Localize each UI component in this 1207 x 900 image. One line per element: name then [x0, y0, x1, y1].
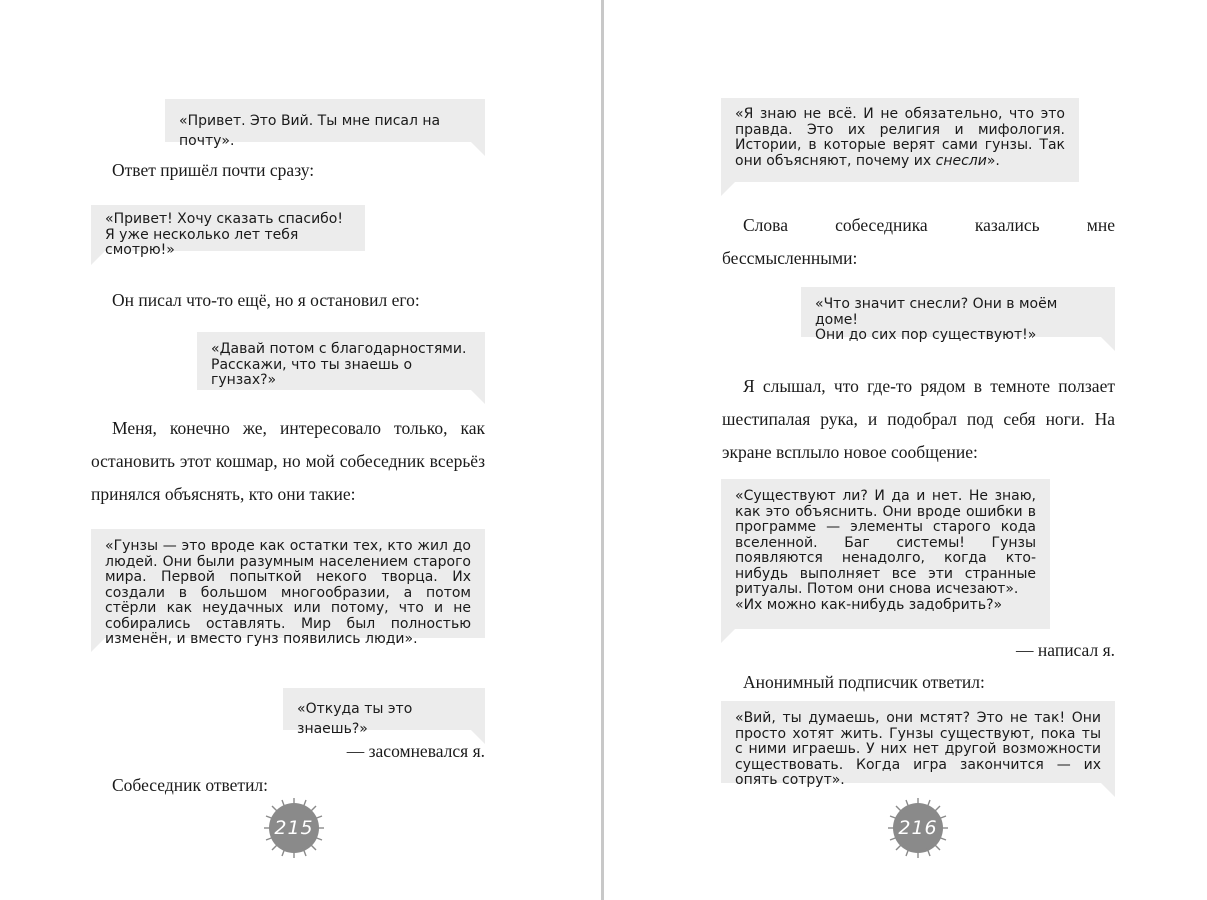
chat-message: «Откуда ты это знаешь?»: [297, 701, 413, 737]
chat-message-line: Они до сих пор существуют!»: [815, 327, 1037, 343]
paragraph: Меня, конечно же, интересовало только, как остановить этот кошмар, но мой собеседник всерьёз принялся объяснять, кто они такие:: [91, 418, 485, 504]
chat-bubble: [91, 205, 365, 258]
chat-bubble: [283, 688, 485, 737]
chat-bubble: [91, 529, 485, 647]
chat-bubble: [721, 701, 1115, 788]
paragraph: Анонимный подписчик ответил:: [743, 672, 985, 692]
page-number-badge: [886, 796, 950, 860]
chat-bubble: [197, 332, 485, 390]
page-number: 216: [898, 817, 938, 839]
chat-message: «Существуют ли? И да и нет. Не знаю, как это объяснить. Они вроде ошибки в программе — элементы старого кода вселенной. Баг системы! Гунзы появляются ненадолго, когда кто-нибудь выполняет все эти странные ритуалы. Потом они снова исчезают».: [735, 488, 1036, 597]
page-number: 215: [274, 817, 314, 839]
chat-message: «Вий, ты думаешь, они мстят? Это не так! Они просто хотят жить. Гунзы существуют, пока ты с ними играешь. У них нет другой возможности существовать. Когда игра закончится — их опять сотрут».: [735, 710, 1101, 788]
chat-message-line: «Привет! Хочу сказать спасибо!: [105, 211, 343, 227]
chat-message: «Гунзы — это вроде как остатки тех, кто жил до людей. Они были разумным населением старого мира. Первой попыткой некого творца. Их создали в большом многообразии, а потом стёрли как неудачных или потому, что и не собирались оставлять. Мир был полностью изменён, и вместо гунз появились люди».: [105, 538, 471, 647]
chat-message: «Я знаю не всё. И не обязательно, что это правда. Это их религия и мифология. Истории, в которые верят сами гунзы. Так они объясняют, почему их снесли».: [735, 106, 1065, 169]
attribution: — написал я.: [1016, 640, 1115, 660]
emphasis: снесли: [935, 152, 987, 169]
book-gutter: [601, 0, 604, 900]
chat-message: «Их можно как-нибудь задобрить?»: [735, 596, 1003, 613]
paragraph: Я слышал, что где-то рядом в темноте ползает шестипалая рука, и подобрал под себя ноги. На экране всплыло новое сообщение:: [722, 376, 1115, 462]
chat-message: «Привет. Это Вий. Ты мне писал на почту».: [179, 113, 441, 149]
attribution: — засомневался я.: [346, 741, 485, 761]
right-page: [607, 0, 1207, 900]
paragraph: Ответ пришёл почти сразу:: [112, 160, 315, 180]
chat-bubble: [165, 99, 485, 149]
chat-bubble: [721, 98, 1079, 182]
page-number-badge: [262, 796, 326, 860]
chat-bubble: [721, 479, 1050, 629]
chat-message-line: «Что значит снесли? Они в моём доме!: [815, 296, 1058, 328]
paragraph: Слова собеседника казались мне бессмысленными:: [722, 215, 1115, 268]
chat-message-line: Расскажи, что ты знаешь о гунзах?»: [211, 356, 413, 388]
paragraph: Собеседник ответил:: [112, 775, 269, 795]
paragraph: Он писал что-то ещё, но я остановил его:: [112, 290, 420, 310]
left-page: [0, 0, 600, 900]
chat-message-line: «Давай потом с благодарностями.: [211, 341, 467, 357]
chat-message-line: Я уже несколько лет тебя смотрю!»: [105, 226, 299, 258]
chat-bubble: [801, 287, 1115, 343]
